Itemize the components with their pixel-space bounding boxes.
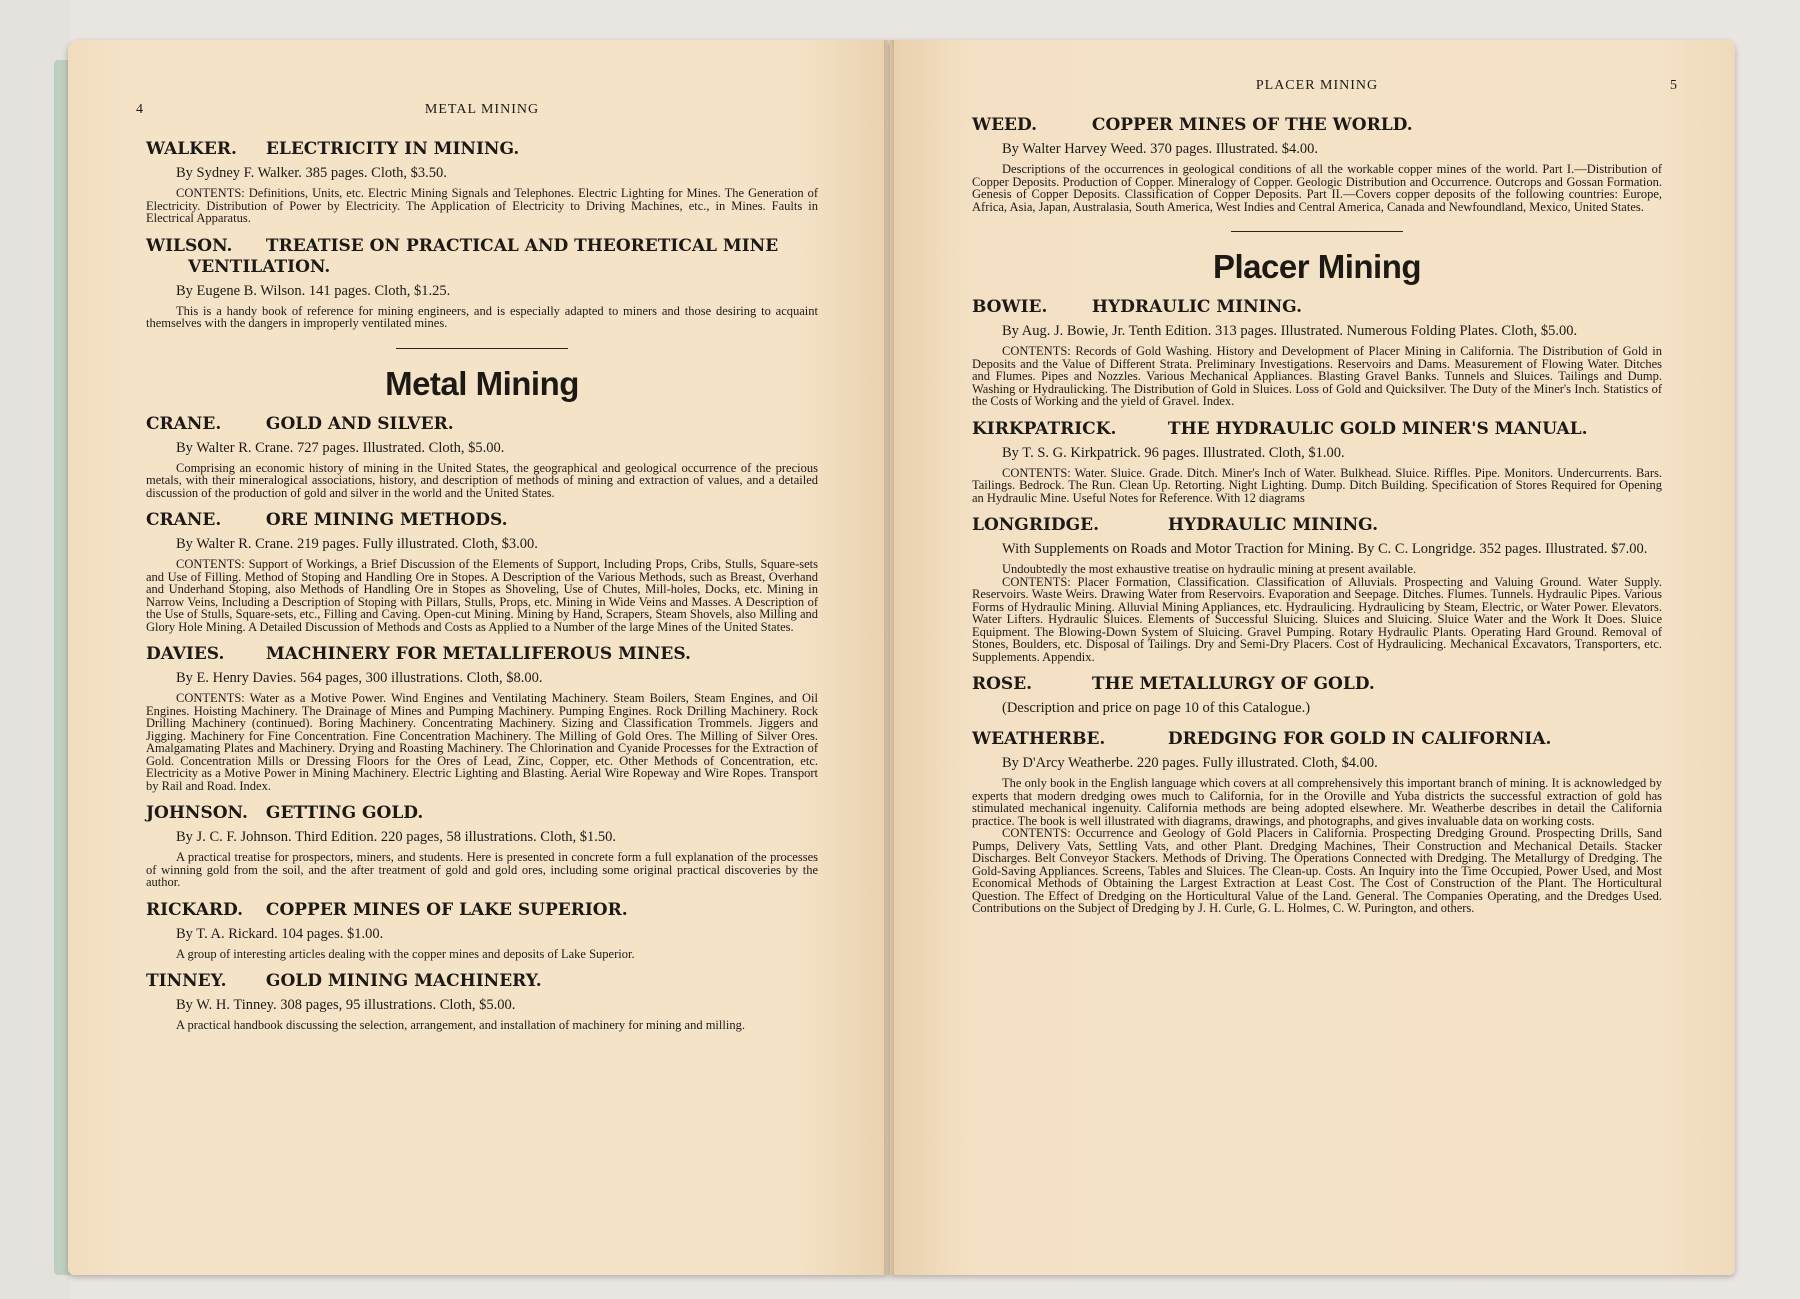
- running-head-title: PLACER MINING: [1255, 78, 1379, 93]
- entry-author: RICKARD.: [146, 899, 244, 920]
- entry-description: A practical treatise for prospectors, miners, and students. Here is presented in concrete form a full explanation of the processes of winning gold from the soil, and the after treatment of gold and gold ores, including some original practical discoveries by the author.: [146, 850, 818, 889]
- entry-heading: [972, 729, 1662, 750]
- entry-title: MACHINERY FOR METALLIFEROUS MINES.: [265, 644, 691, 664]
- left-page-content: [136, 102, 818, 1032]
- book-entry-rickard: [146, 900, 818, 961]
- entry-title: THE HYDRAULIC GOLD MINER'S MANUAL.: [1167, 418, 1588, 439]
- right-page-content: [972, 78, 1678, 915]
- entry-author: BOWIE.: [972, 297, 1048, 317]
- entry-description: CONTENTS: Water as a Motive Power. Wind Engines and Ventilating Machinery. Steam Boilers, Steam Engines, and Oil Engines. Hoisting Machinery. The Drainage of Mines and Pumping Machinery. Pumping Engines. Rock Drilling Machinery. Rock Drilling Machinery (continued). Boring Machinery. Concentrating Machinery. Sizing and Classification Trommels. Jiggers and Jigging. Machinery for Fine Concentration. Fine Concentration Machinery. The Milling of Gold Ores. The Milling of Silver Ores. Amalgamating Plates and Machinery. Drying and Roasting Machinery. The Chlorination and Cyanide Processes for the Extraction of Gold. Concentration Mills or Dressing Floors for the Ores of Lead, Zinc, Copper, etc. Other Methods of Concentration, etc. Electricity as a Motive Power in Mining Machinery. Electric Lighting and Blasting. Aerial Wire Ropeway and Wire Ropes. Transport by Rail and Road. Index.: [146, 691, 818, 793]
- entry-heading: [972, 419, 1662, 440]
- entry-byline: By Walter Harvey Weed. 370 pages. Illustrated. $4.00.: [1002, 141, 1319, 157]
- entry-title: DREDGING FOR GOLD IN CALIFORNIA.: [1167, 729, 1552, 749]
- entry-byline: By W. H. Tinney. 308 pages, 95 illustrations. Cloth, $5.00.: [176, 997, 516, 1013]
- entry-title: GOLD MINING MACHINERY.: [265, 971, 542, 991]
- book-entry-rose: [972, 674, 1662, 718]
- entry-title: COPPER MINES OF LAKE SUPERIOR.: [265, 899, 628, 920]
- entry-author: JOHNSON.: [146, 803, 248, 823]
- entry-description: A group of interesting articles dealing with the copper mines and deposits of Lake Superior.: [176, 946, 635, 961]
- book-entry-wilson: [146, 236, 818, 330]
- entry-author: WILSON.: [146, 235, 233, 256]
- entry-author: WEATHERBE.: [972, 729, 1106, 749]
- entry-heading: [146, 139, 818, 160]
- book-entry-weed: [972, 115, 1662, 213]
- entry-description: CONTENTS: Definitions, Units, etc. Electric Mining Signals and Telephones. Electric Lighting for Mines. The Generation of Electricity. Distribution of Power by Electricity. The Application of Electricity to Driving Machines, etc., in Mines. Faults in Electrical Apparatus.: [146, 186, 818, 225]
- entry-byline: By T. A. Rickard. 104 pages. $1.00.: [176, 925, 384, 942]
- section-title: Metal Mining: [385, 364, 579, 402]
- entry-description: CONTENTS: Support of Workings, a Brief Discussion of the Elements of Support, Including Props, Cribs, Stulls, Square-sets and Use of Filling. Method of Stoping and Handling Ore in Stopes. A Description of the Various Methods, such as Breast, Overhand and Underhand Stoping, also Methods of Handling Ore in Stopes as Shoveling, Use of Chutes, Mill-holes, Docks, etc. Mining in Narrow Veins, Including a Description of Stoping with Pillars, Stulls, Props, etc. Mining in Wide Veins and Masses. A Description of the Use of Stulls, Square-sets, etc., Filling and Caving. Open-cut Mining. Mining by Hand, Scrapers, Steam Shovels, also Milling and Glory Hole Mining. A Detailed Discussion of Methods and Costs as Applied to a Number of the large Mines of the United States.: [146, 557, 818, 634]
- book-entry-longridge: [972, 515, 1662, 663]
- page-number: 4: [136, 102, 144, 117]
- entry-heading: [972, 297, 1662, 318]
- entry-description: CONTENTS: Water. Sluice. Grade. Ditch. Miner's Inch of Water. Bulkhead. Sluice. Riffles. Pipe. Monitors. Undercurrents. Bars. Tailings. Bedrock. The Run. Clean Up. Retorting. Night Lighting. Dump. Ditch Building. Specification of Stores Required for Opening an Hydraulic Mine. Useful Notes for Reference. With 12 diagrams: [972, 465, 1662, 505]
- entry-heading: [972, 515, 1662, 536]
- entry-title: THE METALLURGY OF GOLD.: [1091, 674, 1375, 694]
- entry-heading: [146, 510, 818, 531]
- entry-byline: By E. Henry Davies. 564 pages, 300 illustrations. Cloth, $8.00.: [176, 670, 543, 686]
- running-header: [136, 102, 818, 128]
- entry-title: GETTING GOLD.: [265, 803, 424, 823]
- entry-description: CONTENTS: Records of Gold Washing. History and Development of Placer Mining in California. The Distribution of Gold in Deposits and the Value of Different Strata. Preliminary Investigations. Reservoirs and Dams. Measurement of Flowing Water. Ditches and Flumes. Pipes and Nozzles. Various Mechanical Appliances. Blasting Gravel Banks. Tunnels and Sluices. Tailings and Dump. Washing or Hydraulicking. The Distribution of Gold in Sluices. Loss of Gold and Quicksilver. The Duty of the Miner's Inch. Statistics of the Costs of Working and the yield of Gravel. Index.: [972, 344, 1662, 408]
- entry-description: Descriptions of the occurrences in geological conditions of all the workable copper mines of the world. Part I.—Distribution of Copper Deposits. Production of Copper. Mineralogy of Copper. Geologic Distribution and Occurrence. Outcrops and Gossan Formation. Genesis of Copper Deposits. Classification of Copper Deposits. Part II.—Covers copper deposits of the following countries: Europe, Africa, Asia, Japan, Australasia, South America, West Indies and Central America, Canada and Newfoundland, Mexico, United States.: [972, 162, 1662, 214]
- entry-contents: CONTENTS: Occurrence and Geology of Gold Placers in California. Prospecting Dredging Ground. Prospecting Drills, Sand Pumps, Delivery Vats, Settling Vats, and other Plant. Dredging Machines, Their Construction and Mechanical Details. Stacker Discharges. Belt Conveyor Stackers. Methods of Driving. The Operations Connected with Dredging. The Metallurgy of Dredging. The Gold-Saving Appliances. Screens, Tables and Sluices. The Clean-up. Costs. An Inquiry into the Time Occupied, Power Used, and Most Economical Methods of Obtaining the Largest Extraction at Least Cost. The Cost of Construction of the Plant. The Horticultural Question. The Effect of Dredging on the Horticultural Value of the Land. General. The Companies Operating, and the Dredges Used. Contributions on the Subject of Dredging by J. H. Curle, G. L. Holmes, C. W. Purington, and others.: [972, 826, 1662, 915]
- entry-title: HYDRAULIC MINING.: [1091, 297, 1302, 317]
- entry-author: ROSE.: [972, 674, 1033, 694]
- entry-author: WEED.: [972, 115, 1038, 135]
- entry-byline: By T. S. G. Kirkpatrick. 96 pages. Illustrated. Cloth, $1.00.: [1002, 444, 1345, 461]
- entry-heading: [146, 971, 818, 992]
- entry-author: CRANE.: [146, 510, 222, 530]
- entry-byline: By Eugene B. Wilson. 141 pages. Cloth, $1.25.: [176, 282, 451, 299]
- entry-title: HYDRAULIC MINING.: [1167, 515, 1378, 535]
- entry-byline: By D'Arcy Weatherbe. 220 pages. Fully illustrated. Cloth, $4.00.: [1002, 755, 1378, 771]
- entry-title-continued: VENTILATION.: [188, 256, 331, 277]
- entry-byline: (Description and price on page 10 of this Catalogue.): [1002, 700, 1311, 716]
- entry-author: CRANE.: [146, 413, 222, 434]
- book-entry-tinney: [146, 971, 818, 1032]
- book-entry-bowie: [972, 297, 1662, 408]
- entry-byline: By Walter R. Crane. 727 pages. Illustrated. Cloth, $5.00.: [176, 439, 505, 456]
- section-title: Placer Mining: [1212, 248, 1422, 285]
- entry-byline: By Aug. J. Bowie, Jr. Tenth Edition. 313 pages. Illustrated. Numerous Folding Plates. Cloth, $5.00.: [1002, 323, 1578, 339]
- right-page: [890, 40, 1735, 1275]
- book-entry-crane-gold: [146, 414, 818, 500]
- entry-title: GOLD AND SILVER.: [265, 413, 454, 434]
- entry-heading: [972, 674, 1662, 695]
- book-entry-walker: [146, 139, 818, 225]
- book-gutter: [884, 40, 894, 1275]
- book-entry-kirkpatrick: [972, 419, 1662, 505]
- page-number: 5: [1670, 78, 1678, 93]
- entry-heading: [146, 414, 818, 435]
- entry-description: This is a handy book of reference for mining engineers, and is especially adapted to miners and those desiring to acquaint themselves with the dangers in improperly ventilated mines.: [146, 303, 818, 330]
- book-entry-weatherbe: [972, 729, 1662, 915]
- entry-title: ELECTRICITY IN MINING.: [265, 139, 520, 159]
- entry-title: ORE MINING METHODS.: [265, 510, 508, 530]
- entry-author: KIRKPATRICK.: [972, 418, 1117, 439]
- entry-byline: By J. C. F. Johnson. Third Edition. 220 pages, 58 illustrations. Cloth, $1.50.: [176, 829, 617, 845]
- section-divider: [396, 348, 568, 349]
- entry-heading: [972, 115, 1662, 136]
- entry-description: Undoubtedly the most exhaustive treatise on hydraulic mining at present available.: [1002, 562, 1417, 576]
- book-entry-crane-ore: [146, 510, 818, 633]
- entry-author: TINNEY.: [146, 971, 227, 991]
- entry-byline: By Sydney F. Walker. 385 pages. Cloth, $3.50.: [176, 165, 447, 181]
- entry-byline: With Supplements on Roads and Motor Traction for Mining. By C. C. Longridge. 352 pages. Illustrated. $7.00.: [1002, 541, 1648, 557]
- entry-author: WALKER.: [146, 139, 237, 159]
- entry-description: The only book in the English language which covers at all comprehensively this important branch of mining. It is acknowledged by experts that modern dredging owes much to California, for in the Oroville and Yuba districts the successful extraction of gold has stimulated mechanical ingenuity. California methods are being adopted elsewhere. Mr. Weatherbe describes in detail the California practice. The book is well illustrated with diagrams, drawings, and photographs, and gives invaluable data on working costs.: [972, 776, 1662, 828]
- entry-title: TREATISE ON PRACTICAL AND THEORETICAL MINE: [265, 235, 779, 256]
- entry-contents: CONTENTS: Placer Formation, Classification. Classification of Alluvials. Prospecting and Valuing Ground. Water Supply. Reservoirs. Waste Weirs. Drawing Water from Reservoirs. Evaporation and Seepage. Ditches. Flumes. Tunnels. Hydraulic Pipes. Various Forms of Hydraulic Mining. Alluvial Mining Appliances, etc. Hydraulicing. Hydraulicing by Steam, Electric, or Water Power. Elevators. Water Lifters. Hydraulic Sluices. Elements of Successful Sluicing. Sluices and Sluicing. Sluice Water and the Work It Does. Sluice Equipment. The Blowing-Down System of Sluicing. Gravel Pumping. Rotary Hydraulic Plants. Operating Hard Ground. Removal of Stones, Boulders, etc. Disposal of Tailings. Dry and Semi-Dry Placers. Cost of Hydraulicing. Mechanical Excavators, Transporters, etc. Supplements. Appendix.: [972, 574, 1662, 664]
- book-entry-johnson: [146, 803, 818, 889]
- entry-heading: [146, 900, 818, 921]
- running-header: [972, 78, 1678, 104]
- entry-author: DAVIES.: [146, 644, 225, 664]
- entry-description: Comprising an economic history of mining in the United States, the geographical and geological occurrence of the precious metals, with their mineralogical associations, history, and description of methods of mining and extraction of values, and a detailed discussion of the production of gold and silver in the world and the United States.: [146, 460, 818, 500]
- entry-byline: By Walter R. Crane. 219 pages. Fully illustrated. Cloth, $3.00.: [176, 536, 538, 552]
- section-divider: [1231, 231, 1403, 232]
- entry-heading: [146, 236, 818, 278]
- entry-description: A practical handbook discussing the selection, arrangement, and installation of machinery for mining and milling.: [176, 1018, 745, 1032]
- left-page: [68, 40, 888, 1275]
- entry-heading: [146, 644, 818, 665]
- running-head-title: METAL MINING: [424, 102, 540, 117]
- book-entry-davies: [146, 644, 818, 792]
- entry-author: LONGRIDGE.: [972, 515, 1100, 535]
- entry-title: COPPER MINES OF THE WORLD.: [1091, 115, 1413, 135]
- entry-heading: [146, 803, 818, 824]
